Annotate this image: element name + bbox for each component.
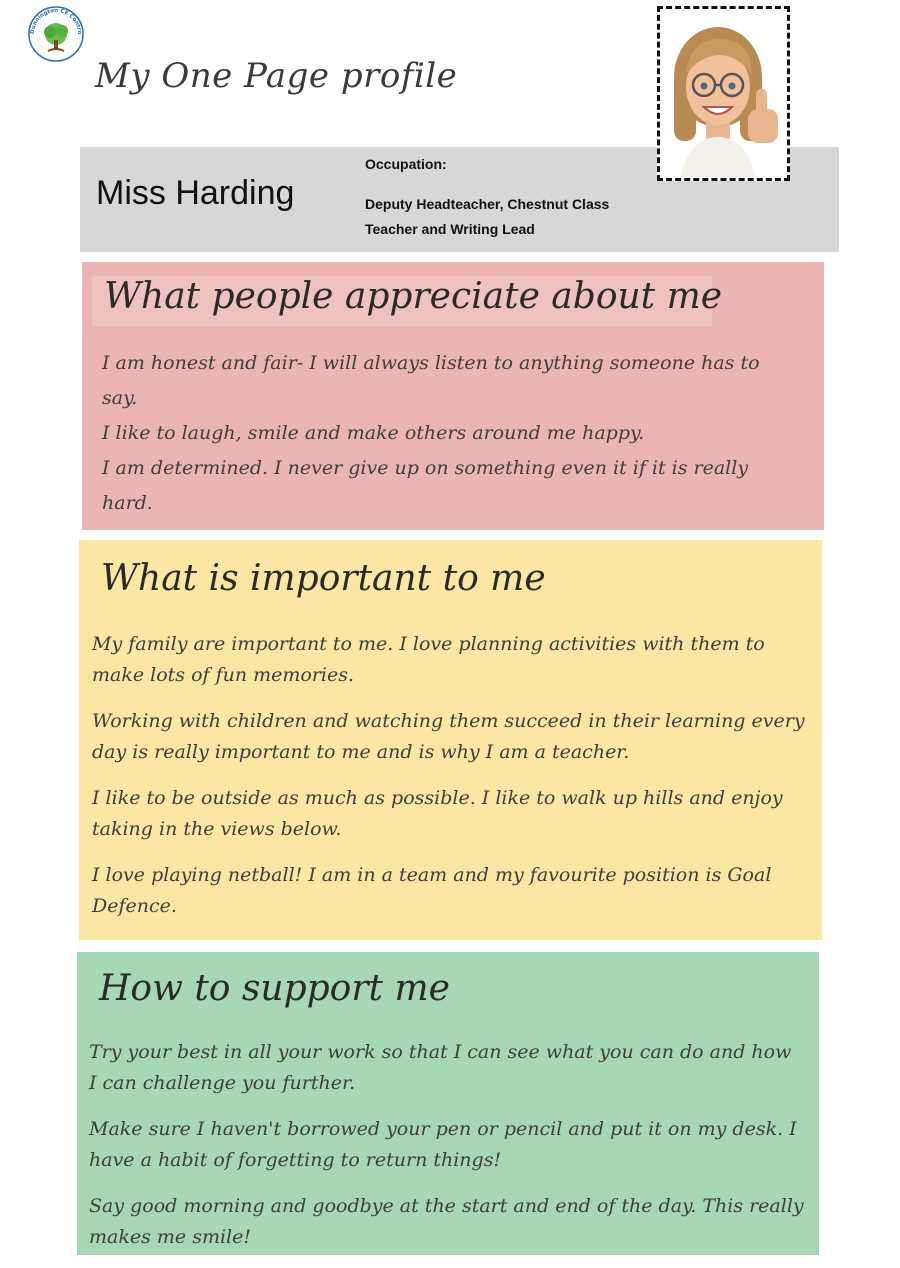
section-support-title: How to support me: [99, 968, 450, 1009]
section-appreciate-title: What people appreciate about me: [104, 276, 723, 317]
section-appreciate: [82, 262, 824, 530]
school-logo: [26, 4, 86, 64]
appreciate-line: I am honest and fair- I will always listen to anything someone has to say.: [102, 352, 760, 409]
support-paragraph: Make sure I haven't borrowed your pen or pencil and put it on my desk. I have a habit of forgetting to return things!: [89, 1118, 797, 1171]
important-paragraph: I love playing netball! I am in a team and my favourite position is Goal Defence.: [92, 864, 772, 917]
appreciate-line: I like to laugh, smile and make others around me happy.: [102, 422, 645, 444]
occupation-label: Occupation:: [365, 156, 447, 172]
page-title: My One Page profile: [95, 56, 458, 96]
svg-text:Dunnington CE Controlled Junio: Dunnington CE Contro: [29, 7, 83, 35]
important-paragraph: Working with children and watching them succeed in their learning every day is really important to me and is why I am a teacher.: [92, 710, 805, 763]
important-paragraph: My family are important to me. I love planning activities with them to make lots of fun memories.: [92, 633, 765, 686]
important-paragraph: I like to be outside as much as possible. I like to walk up hills and enjoy taking in the views below.: [92, 787, 783, 840]
section-important-title: What is important to me: [101, 558, 546, 599]
section-support: [77, 952, 819, 1255]
section-important: [79, 540, 822, 940]
avatar: [657, 6, 790, 181]
support-paragraph: Try your best in all your work so that I can see what you can do and how I can challenge you further.: [89, 1041, 792, 1094]
teacher-name: Miss Harding: [96, 174, 295, 212]
occupation-value: Deputy Headteacher, Chestnut Class Teacher and Writing Lead: [365, 196, 610, 237]
appreciate-line: I am determined. I never give up on something even it if it is really hard.: [102, 457, 749, 514]
support-paragraph: Say good morning and goodbye at the start and end of the day. This really makes me smile!: [89, 1195, 804, 1248]
